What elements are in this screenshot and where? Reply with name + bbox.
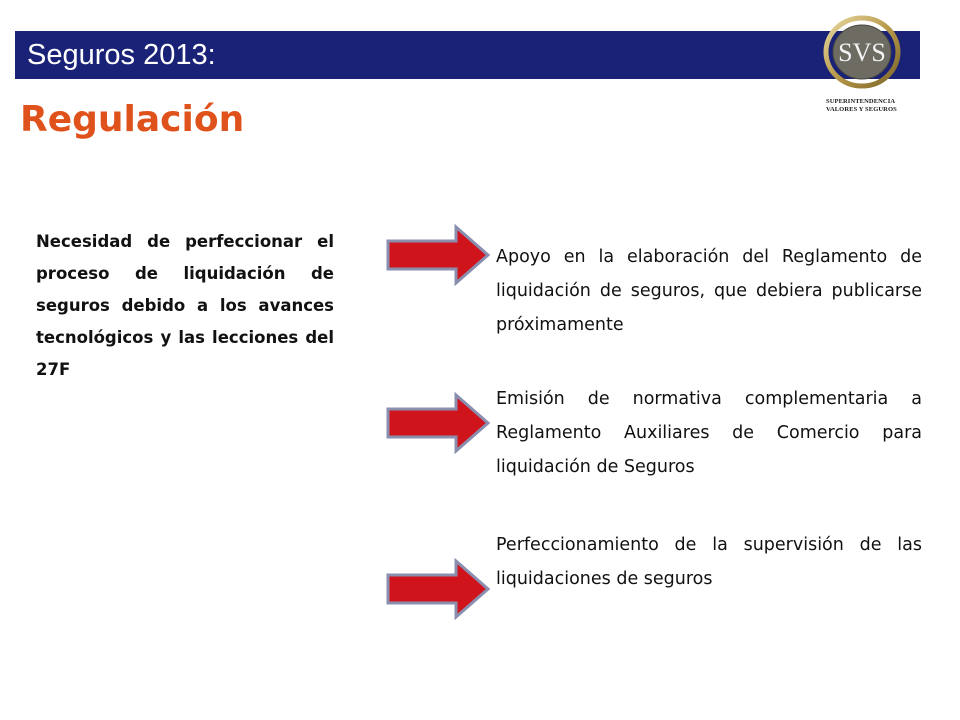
right-arrow-icon (384, 558, 492, 620)
logo-caption-line2: VALORES Y SEGUROS (826, 106, 897, 113)
item-text-1: Apoyo en la elaboración del Reglamento de liquidación de seguros, que debiera publicarse próximamente (496, 247, 922, 335)
logo-caption (826, 98, 916, 114)
item-text-2: Emisión de normativa complementaria a Reglamento Auxiliares de Comercio para liquidación de Seguros (496, 389, 922, 477)
item-text-3: Perfeccionamiento de la supervisión de las liquidaciones de seguros (496, 535, 922, 589)
logo-caption-line1: SUPERINTENDENCIA (826, 98, 896, 105)
slide-title: Regulación (20, 99, 245, 140)
banner-title: Seguros 2013: (27, 39, 216, 71)
logo-text: SVS (838, 38, 886, 67)
left-statement: Necesidad de perfeccionar el proceso de liquidación de seguros debido a los avances tecnológicos y las lecciones del 27F (36, 232, 334, 379)
svs-logo (818, 14, 908, 90)
header-banner (15, 31, 920, 79)
right-arrow-icon (384, 224, 492, 286)
right-arrow-icon (384, 392, 492, 454)
